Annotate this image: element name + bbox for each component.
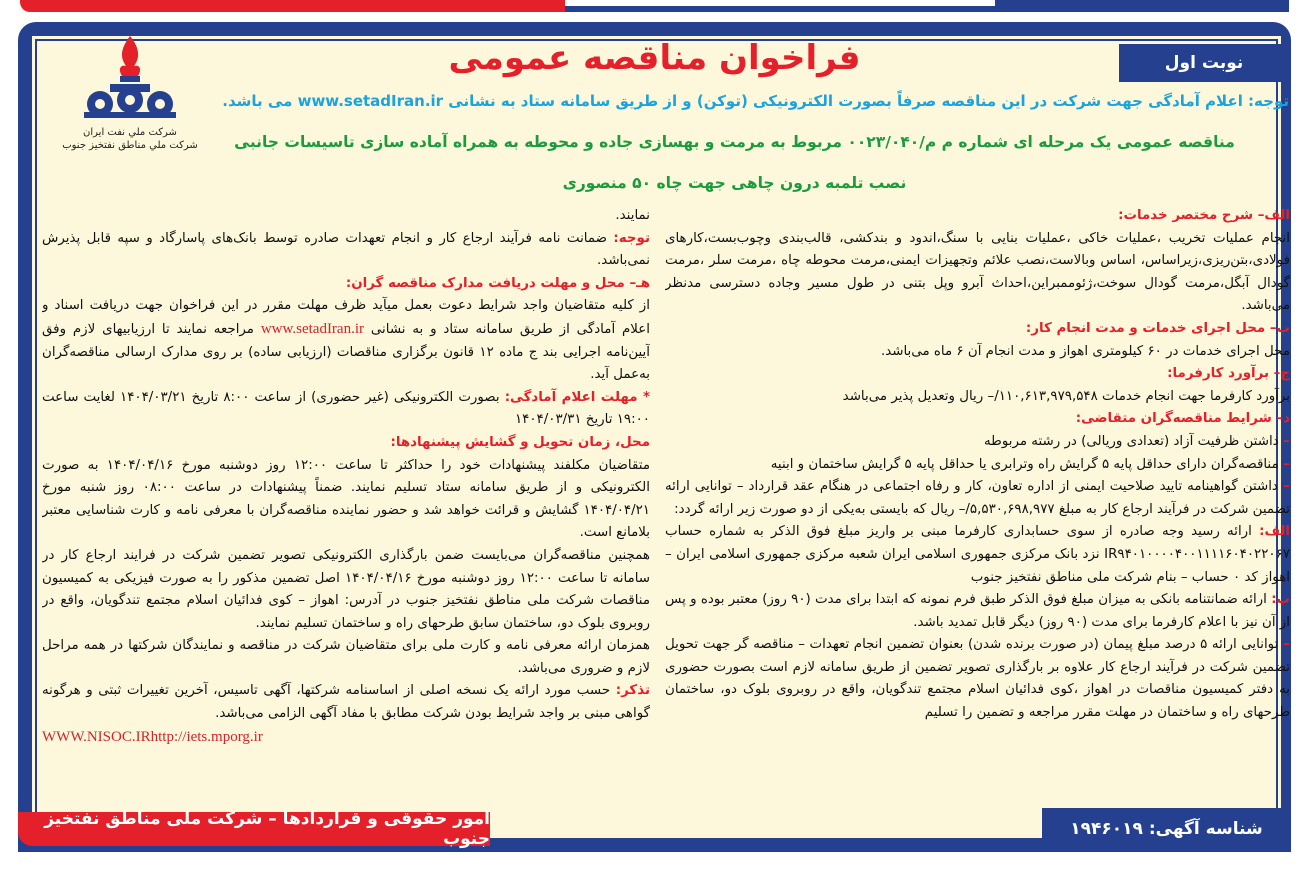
tender-subtitle-1: مناقصه عمومی یک مرحله ای شماره م م/۰۰۲۳/۰۴۰ مربوط به مرمت و بهسازی جاده و محوطه به همراه آماده سازی تاسیسات جانبی <box>234 133 1235 151</box>
section-f-heading: محل، زمان تحویل و گشایش پیشنهادها: <box>390 434 650 450</box>
ad-id-badge: شناسه آگهی: ۱۹۴۶۰۱۹ <box>1042 808 1291 850</box>
company-logo <box>60 34 200 152</box>
guarantee-option-b: ب: ارائه ضمانتنامه بانکی به میزان مبلغ فوق الذکر طبق فرم نمونه که ابتدا برای مدت (۹۰ روز) معتبر بوده و پس از آن نیز با اعلام کارفرما برای مدت (۹۰ روز) دیگر قابل تمدید باشد. <box>665 592 1290 630</box>
section-e-text: از کلیه متقاضیان واجد شرایط دعوت بعمل میآید ظرف مهلت مقرر در این فراخوان جهت دریافت اسناد و اعلام آمادگی از طریق سامانه ستاد و به نشانی www.setadIran.ir مراجعه نمایند تا ارزیابیهای لازم وفق آیین‌نامه اجرایی بند ج ماده ۱۲ قانون برگزاری مناقصات (ارزیابی ساده) بر روی مدارک ارسالی مناقصه‌گران به‌عمل آید. <box>42 298 650 383</box>
readiness-deadline: * مهلت اعلام آمادگی: بصورت الکترونیکی (غیر حضوری) از ساعت ۸:۰۰ تاریخ ۱۴۰۴/۰۳/۲۱ لغایت ساعت ۱۹:۰۰ تاریخ ۱۴۰۴/۰۳/۳۱ <box>42 389 650 428</box>
section-b-text: محل اجرای خدمات در ۶۰ کیلومتری اهواز و مدت انجام آن ۶ ماه می‌باشد. <box>880 343 1290 359</box>
footer-links <box>42 726 650 750</box>
section-f-text-2: همچنین مناقصه‌گران می‌بایست ضمن بارگذاری الکترونیکی تصویر تضمین شرکت در فرایند ارجاع کار در سامانه تا ساعت ۱۲:۰۰ روز دوشنبه مورخ ۱۴۰۴/۰۴/۱۶ اصل تضمین مذکور را به صورت فیزیکی به کمیسیون مناقصات شرکت ملی مناطق نفتخیز جنوب در آدرس: اهواز – کوی فدائیان اسلام مجتمع تندگویان، واقع در روبروی بلوک دو، ساختمان سابق طرحهای راه و ساختمان تسلیم نمایند. <box>42 547 650 631</box>
publisher-banner: امور حقوقی و قراردادها – شرکت ملی مناطق نفتخیز جنوب <box>18 812 490 846</box>
round-label: نوبت اول <box>1119 44 1289 82</box>
reminder: تذکر: حسب مورد ارائه یک نسخه اصلی از اساسنامه شرکتها، آگهی تاسیس، آخرین تغییرات ثبتی و هرگونه گواهی مبنی بر واجد شرایط بودن شرکت مطابق با مفاد آگهی الزامی می‌باشد. <box>42 683 650 722</box>
condition-item: – مناقصه‌گران دارای حداقل پایه ۵ گرایش راه وترابری یا حداقل پایه ۵ گرایش ساختمان و ابنیه <box>770 456 1290 472</box>
logo-caption-2: شرکت ملي مناطق نفتخيز جنوب <box>62 140 198 151</box>
left-column <box>42 205 650 805</box>
performance-guarantee: – توانایی ارائه ۵ درصد مبلغ پیمان (در صورت برنده شدن) بعنوان تضمین انجام تعهدات – مناقصه گر جهت تحویل تضمین شرکت در فرآیند ارجاع کار علاوه بر بارگذاری تصویر تضمین از طریق سامانه لازم است بصورت حضوری به دفتر کمیسیون مناقصات در اهواز ،کوی فدائیان اسلام مجتمع تندگویان، واقع در روبروی بلوک دو، ساختمان طرحهای راه و ساختمان در مهلت مقرر مراجعه و تضمین را تسلیم <box>665 637 1290 721</box>
note: توجه: ضمانت نامه فرآیند ارجاع کار و انجام تعهدات صادره توسط بانک‌های پاسارگاد و سپه قابل پذیرش نمی‌باشد. <box>42 230 650 269</box>
section-f-text-1: متقاضیان مکلفند پیشنهادات خود را حداکثر تا ساعت ۱۲:۰۰ روز دوشنبه مورخ ۱۴۰۴/۰۴/۱۶ به صورت الکترونیکی و از طریق سامانه ستاد تسلیم نمایند. ضمناً پیشنهادات در ساعت ۰۸:۰۰ روز شنبه مورخ ۱۴۰۴/۰۴/۲۱ گشایش و قرائت خواهد شد و حضور نماینده مناقصه‌گران با معرفی نامه و کارت شناسایی معتبر بلامانع است. <box>42 457 650 541</box>
right-column <box>665 205 1290 805</box>
notice-line: توجه: اعلام آمادگی جهت شرکت در این مناقصه صرفاً بصورت الکترونیکی (توکن) و از طریق سامانه ستاد به نشانی www.setadIran.ir می باشد. <box>222 92 1289 110</box>
section-c-text: برآورد کارفرما جهت انجام خدمات ۱۱۰,۶۱۳,۹۷۹,۵۴۸/– ریال وتعدیل پذیر می‌باشد <box>842 388 1290 404</box>
logo-caption-1: شرکت ملي نفت ايران <box>83 127 177 138</box>
section-e-heading: هـ– محل و مهلت دریافت مدارک مناقصه گران: <box>345 275 650 291</box>
top-divider <box>565 0 995 6</box>
continuation-text: نمایند. <box>615 208 650 223</box>
page-title: فراخوان مناقصه عمومی <box>448 38 861 78</box>
guarantee-option-a: الف: ارائه رسید وجه صادره از سوی حسابداری کارفرما مبنی بر واریز مبلغ فوق الذکر به شماره حساب IR۹۴۰۱۰۰۰۰۴۰۰۱۱۱۱۶۰۴۰۲۲۰۶۷ نزد بانک مرکزی جمهوری اسلامی ایران شعبه مرکزی جمهوری اسلامی ایران – اهواز کد ۰ حساب – بنام شرکت ملی مناطق نفتخیز جنوب <box>665 524 1290 585</box>
section-d-heading: د– شرایط مناقصه‌گران متقاضی: <box>1075 411 1290 427</box>
bottom-blue-band <box>490 838 1042 846</box>
nisoc-link[interactable]: WWW.NISOC.IRhttp://iets.mporg.ir <box>42 728 263 745</box>
condition-item: – داشتن گواهینامه تایید صلاحیت ایمنی از اداره تعاون، کار و رفاه اجتماعی در هنگام عقد قرارداد – توانایی ارائه تضمین شرکت در فرآیند ارجاع کار به مبلغ ۵,۵۳۰,۶۹۸,۹۷۷/– ریال که بایستی به‌یکی از دو صورت زیر ارائه گردد: <box>665 479 1290 517</box>
section-c-heading: ج– برآورد کارفرما: <box>1167 366 1290 382</box>
setad-link[interactable]: www.setadIran.ir <box>260 320 364 337</box>
section-a-text: انجام عملیات تخریب ،عملیات خاکی ،عملیات بنایی با سنگ،اندود و بندکشی، قالب‌بندی وچوب‌بست،کارهای فولادی،بتن‌ریزی،زیراساس، اساس وبالاست،نصب علائم وتجهیزات ایمنی،مرمت محوطه چاه ،مرمت سلر ،مرمت گودال آبگل،مرمت گودال سوخت،ژئوممبراین،احداث آبرو وپل بتنی در طول مسیر وجاده دسترسی مدنظر می‌باشد. <box>665 230 1290 314</box>
tender-subtitle-2: نصب تلمبه درون چاهی جهت چاه ۵۰ منصوری <box>562 174 907 192</box>
section-a-heading: الف– شرح مختصر خدمات: <box>1118 208 1290 223</box>
section-f-text-3: همزمان ارائه معرفی نامه و کارت ملی برای متقاضیان شرکت در مناقصه و نمایندگان شرکتها در همه مراحل لازم و ضروری می‌باشد. <box>42 638 650 676</box>
nioc-flame-logo-icon <box>70 34 190 122</box>
top-red-band <box>20 0 565 12</box>
section-b-heading: ب– محل اجرای خدمات و مدت انجام کار: <box>1025 320 1290 336</box>
condition-item: – داشتن ظرفیت آزاد (تعدادی وریالی) در رشته مربوطه <box>984 433 1290 449</box>
